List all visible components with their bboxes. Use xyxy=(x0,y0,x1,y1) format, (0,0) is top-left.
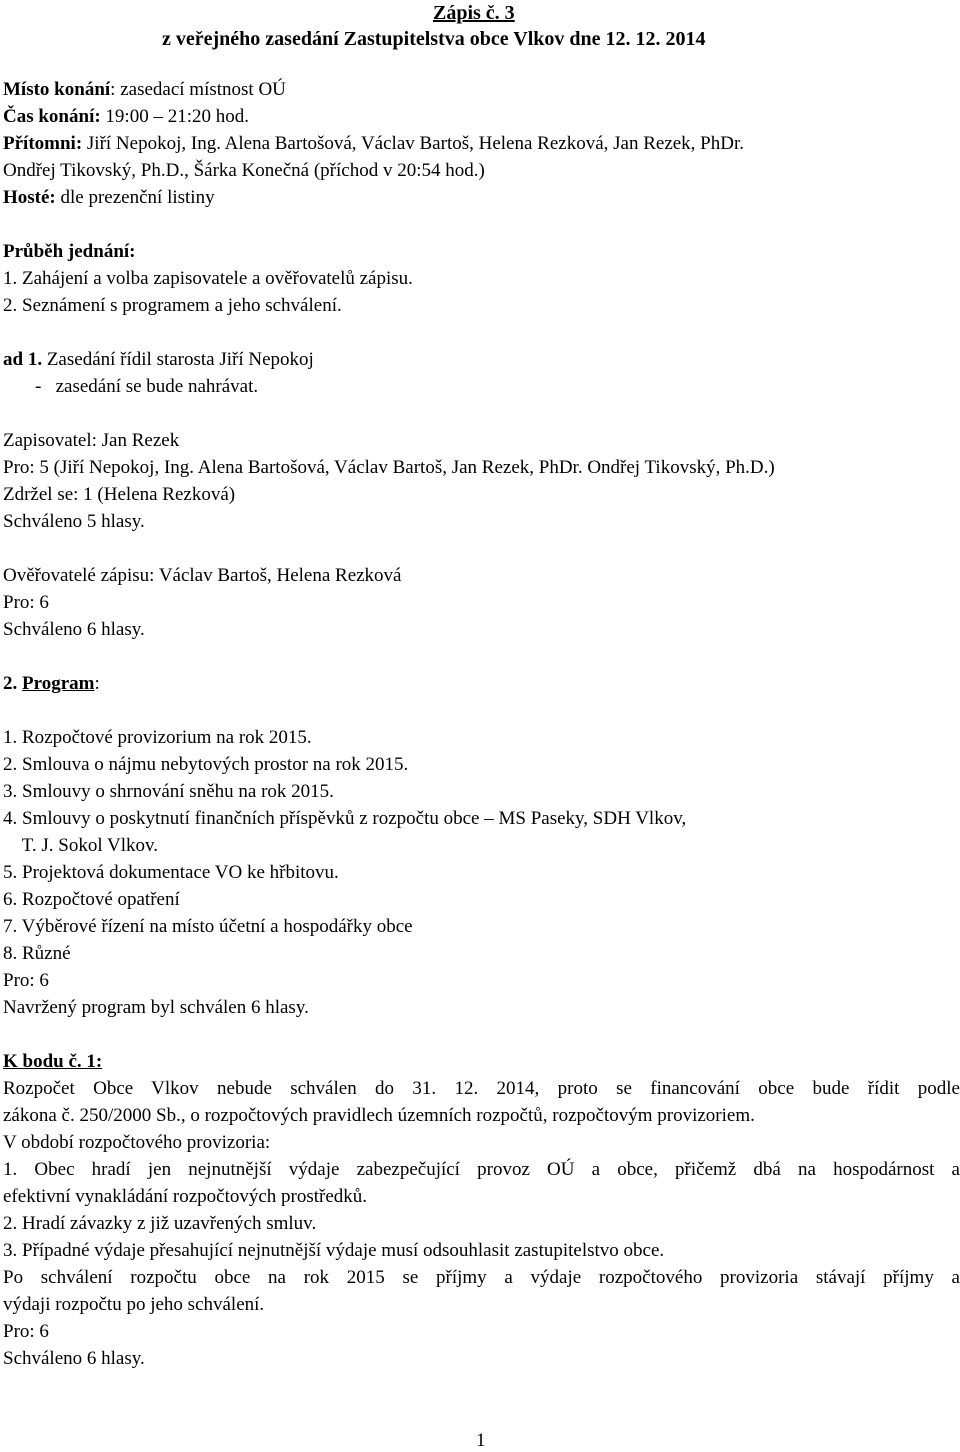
time-label: Čas konání: xyxy=(3,106,101,127)
present-label: Přítomni: xyxy=(3,133,83,154)
point1-item-line: 3. Případné výdaje přesahující nejnutnější výdaje musí odsouhlasit zastupitelstvo obce. xyxy=(3,1240,665,1261)
title-text: Zápis č. 3 xyxy=(433,2,515,24)
program-item: 6. Rozpočtové opatření xyxy=(3,889,180,910)
point1-item-line: 2. Hradí závazky z již uzavřených smluv. xyxy=(3,1213,317,1234)
guests-value: dle prezenční listiny xyxy=(55,187,215,208)
ad1-bullet: - zasedání se bude nahrávat. xyxy=(35,376,259,397)
point1-item-line: 1. Obec hradí jen nejnutnější výdaje zabezpečující provoz OÚ a obce, přičemž dbá na hospodárnost a xyxy=(3,1159,960,1180)
document-subtitle: z veřejného zasedání Zastupitelstva obce Vlkov dne 12. 12. 2014 xyxy=(162,28,706,50)
point1-vote-line: Pro: 6 xyxy=(3,1321,49,1342)
program-approved-line: Navržený program byl schválen 6 hlasy. xyxy=(3,997,309,1018)
agenda-item: 2. Seznámení s programem a jeho schválení. xyxy=(3,295,342,316)
ad1-label: ad 1. xyxy=(3,349,43,370)
agenda-item: 1. Zahájení a volba zapisovatele a ověřovatelů zápisu. xyxy=(3,268,413,289)
program-vote-line: Pro: 6 xyxy=(3,970,49,991)
recorder-line: Zapisovatel: Jan Rezek xyxy=(3,430,180,451)
present-line-2: Ondřej Tikovský, Ph.D., Šárka Konečná (příchod v 20:54 hod.) xyxy=(3,160,485,181)
point1-paragraph-line: Po schválení rozpočtu obce na rok 2015 se příjmy a výdaje rozpočtového provizoria stávají příjmy a xyxy=(3,1267,960,1288)
vote-for-line: Pro: 5 (Jiří Nepokoj, Ing. Alena Bartošová, Václav Bartoš, Jan Rezek, PhDr. Ondřej Tikovský, Ph.D.) xyxy=(3,457,775,478)
program-item: 4. Smlouvy o poskytnutí finančních příspěvků z rozpočtu obce – MS Paseky, SDH Vlkov, xyxy=(3,808,687,829)
program-item: 2. Smlouva o nájmu nebytových prostor na rok 2015. xyxy=(3,754,409,775)
guests-line xyxy=(3,187,215,209)
program-heading-colon: : xyxy=(94,673,100,694)
program-item: 7. Výběrové řízení na místo účetní a hospodářky obce xyxy=(3,916,413,937)
verifiers-approved-line: Schváleno 6 hlasy. xyxy=(3,619,145,640)
ad1-line xyxy=(3,349,314,371)
verifiers-vote-line: Pro: 6 xyxy=(3,592,49,613)
point1-period-line: V období rozpočtového provizoria: xyxy=(3,1132,271,1153)
program-item: 5. Projektová dokumentace VO ke hřbitovu. xyxy=(3,862,339,883)
present-value: Jiří Nepokoj, Ing. Alena Bartošová, Václav Bartoš, Helena Rezková, Jan Rezek, PhDr. xyxy=(82,133,745,154)
abstain-line: Zdržel se: 1 (Helena Rezková) xyxy=(3,484,236,505)
program-heading xyxy=(3,673,100,695)
program-item: 8. Různé xyxy=(3,943,71,964)
place-value: : zasedací místnost OÚ xyxy=(110,79,286,100)
place-line xyxy=(3,79,286,101)
point1-approved-line: Schváleno 6 hlasy. xyxy=(3,1348,145,1369)
place-label: Místo konání xyxy=(3,79,111,100)
document-title xyxy=(433,2,515,25)
present-line-1 xyxy=(3,133,744,155)
time-line xyxy=(3,106,249,128)
agenda-heading: Průběh jednání: xyxy=(3,241,136,262)
point1-paragraph-line: zákona č. 250/2000 Sb., o rozpočtových pravidlech územních rozpočtů, rozpočtovým provizoriem. xyxy=(3,1105,755,1126)
program-item: T. J. Sokol Vlkov. xyxy=(3,835,159,856)
approved-line: Schváleno 5 hlasy. xyxy=(3,511,145,532)
program-heading-word: Program xyxy=(22,673,95,694)
point1-item-line: efektivní vynakládání rozpočtových prostředků. xyxy=(3,1186,368,1207)
verifiers-line: Ověřovatelé zápisu: Václav Bartoš, Helena Rezková xyxy=(3,565,402,586)
program-item: 3. Smlouvy o shrnování sněhu na rok 2015. xyxy=(3,781,334,802)
page-number: 1 xyxy=(476,1430,486,1451)
point1-heading: K bodu č. 1: xyxy=(3,1051,103,1072)
point1-paragraph-line: výdaji rozpočtu po jeho schválení. xyxy=(3,1294,265,1315)
time-value: 19:00 – 21:20 hod. xyxy=(100,106,249,127)
guests-label: Hosté: xyxy=(3,187,56,208)
point1-paragraph-line: Rozpočet Obce Vlkov nebude schválen do 31. 12. 2014, proto se financování obce bude řídit podle xyxy=(3,1078,960,1099)
program-item: 1. Rozpočtové provizorium na rok 2015. xyxy=(3,727,312,748)
program-heading-num: 2. xyxy=(3,673,22,694)
ad1-text: Zasedání řídil starosta Jiří Nepokoj xyxy=(42,349,314,370)
